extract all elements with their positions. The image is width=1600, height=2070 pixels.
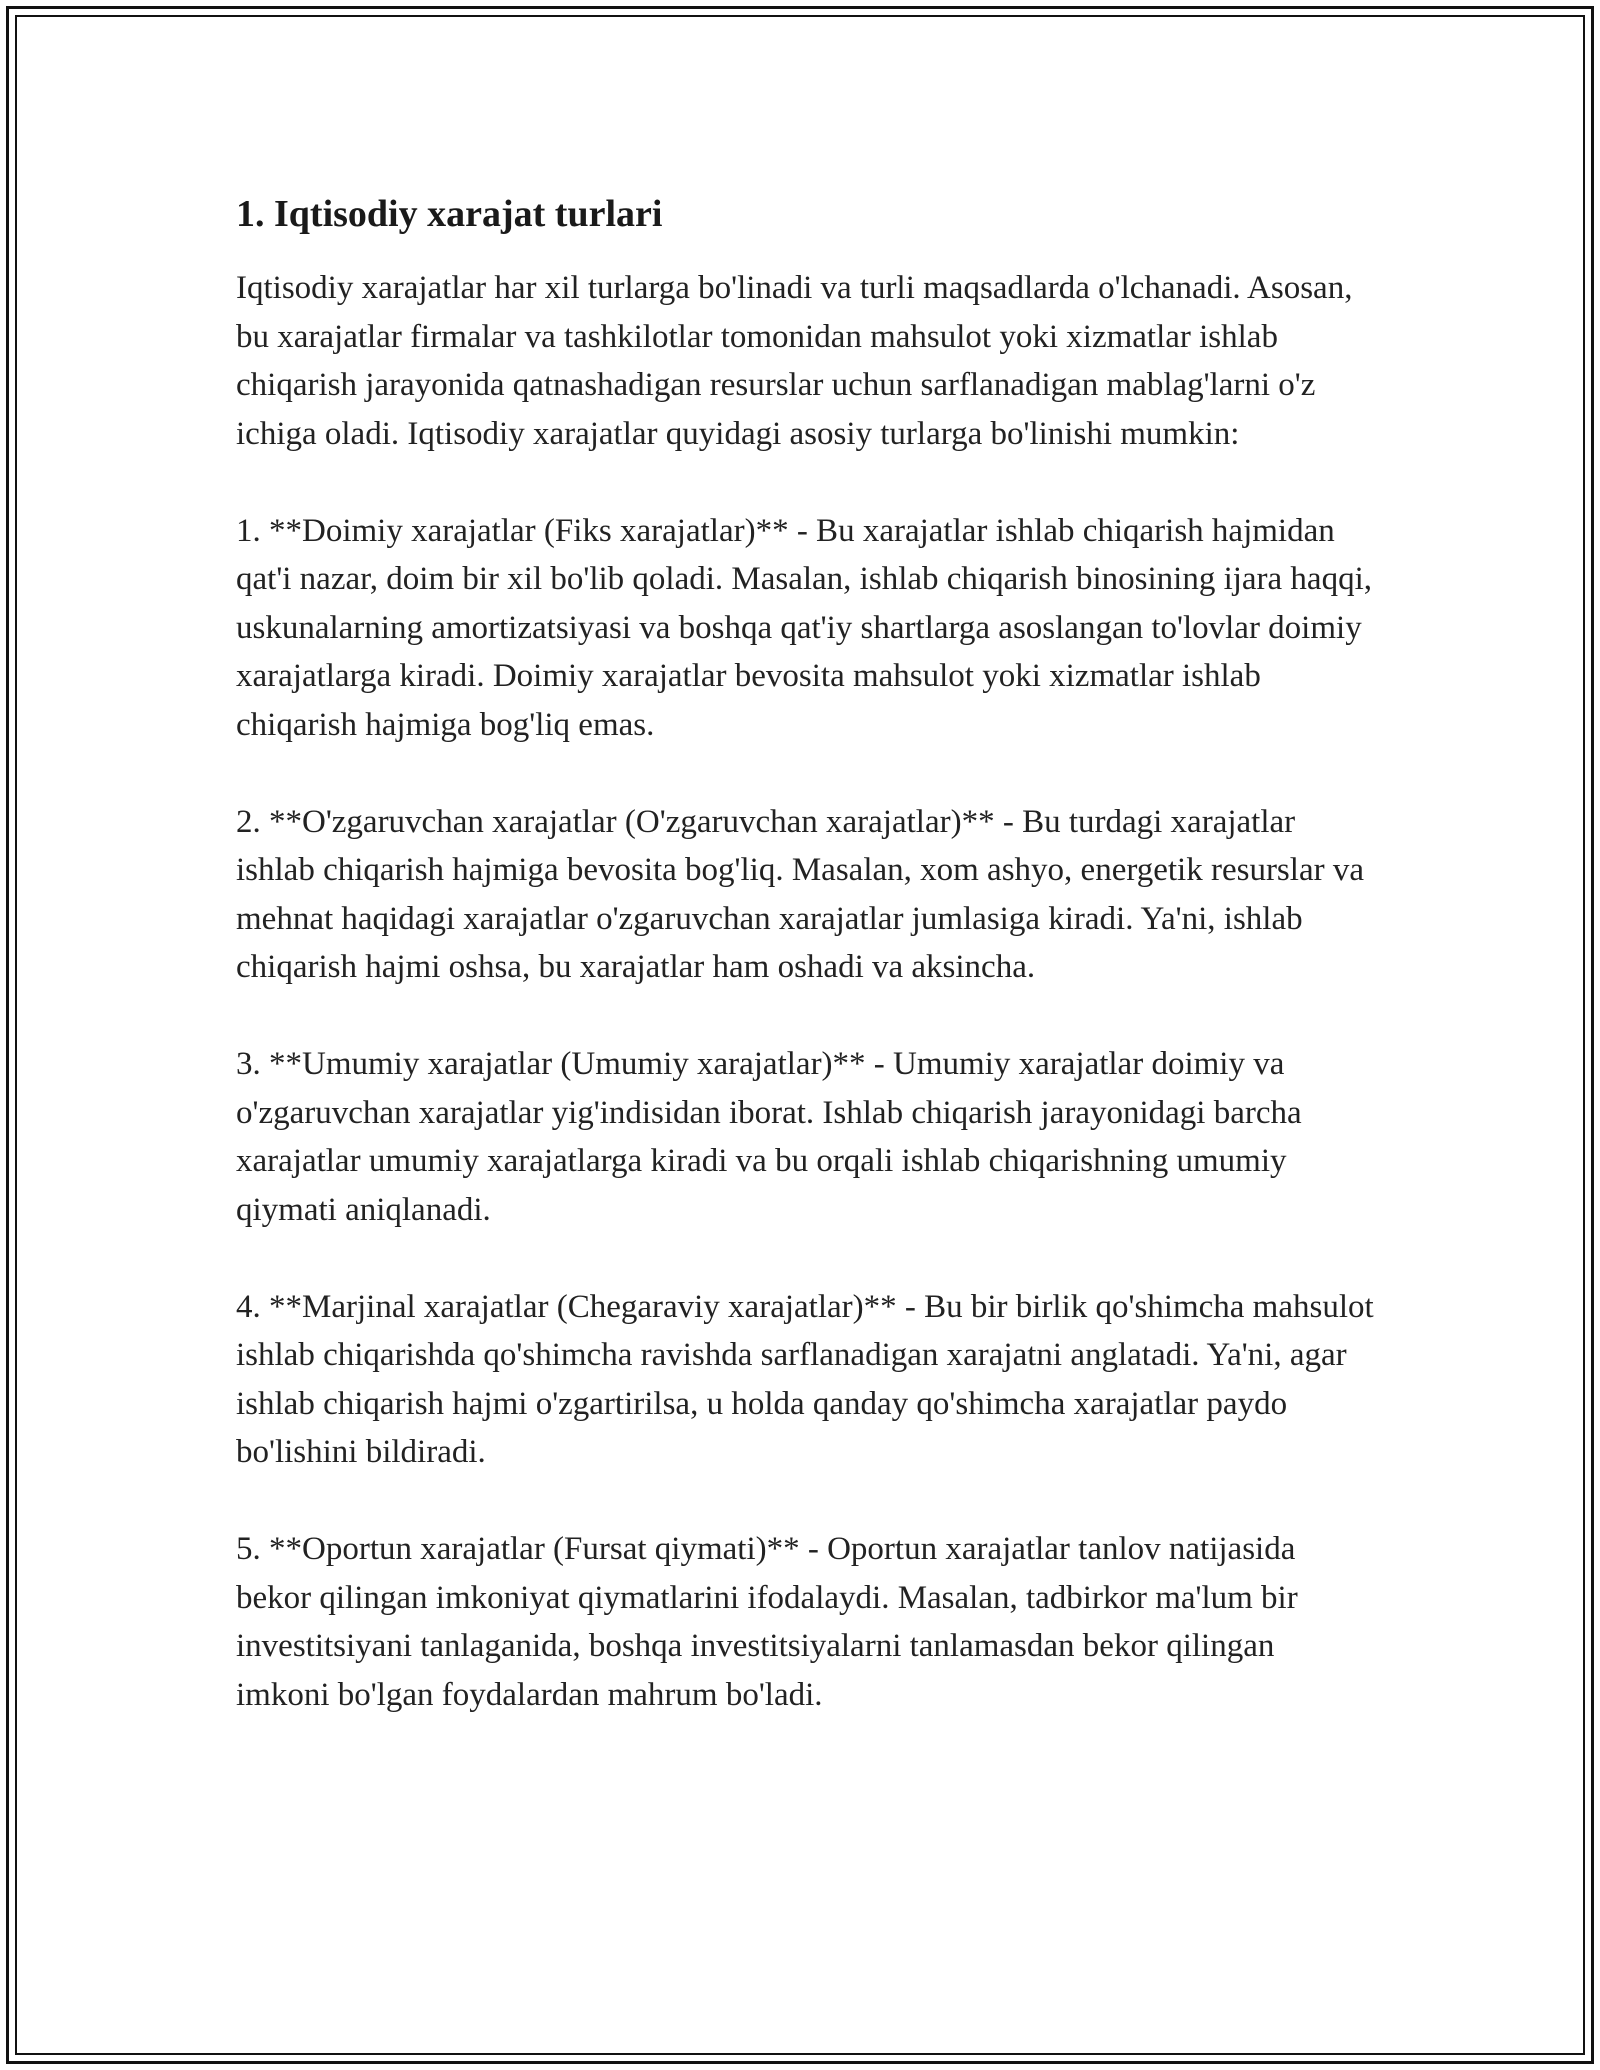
list-item-marginal-costs: 4. **Marjinal xarajatlar (Chegaraviy xarajatlar)** - Bu bir birlik qo'shimcha mahsulot ishlab chiqarishda qo'shimcha ravishda sarflanadigan xarajatni anglatadi. Ya'ni, agar ishlab chiqarish hajmi o'zgartirilsa, u holda qanday qo'shimcha xarajatlar paydo bo'lishini bildiradi. (236, 1288, 1374, 1470)
document-body (236, 190, 1376, 1719)
list-item-total-costs: 3. **Umumiy xarajatlar (Umumiy xarajatlar)** - Umumiy xarajatlar doimiy va o'zgaruvchan xarajatlar yig'indisidan iborat. Ishlab chiqarish jarayonidagi barcha xarajatlar umumiy xarajatlarga kiradi va bu orqali ishlab chiqarishning umumiy qiymati aniqlanadi. (236, 1046, 1302, 1228)
list-item-variable-costs: 2. **O'zgaruvchan xarajatlar (O'zgaruvchan xarajatlar)** - Bu turdagi xarajatlar ishlab chiqarish hajmiga bevosita bog'liq. Masalan, xom ashyo, energetik resurslar va mehnat haqidagi xarajatlar o'zgaruvchan xarajatlar jumlasiga kiradi. Ya'ni, ishlab chiqarish hajmi oshsa, bu xarajatlar ham oshadi va aksincha. (236, 803, 1364, 985)
section-heading: 1. Iqtisodiy xarajat turlari (236, 193, 663, 235)
list-item-opportunity-costs: 5. **Oportun xarajatlar (Fursat qiymati)** - Oportun xarajatlar tanlov natijasida bekor qilingan imkoniyat qiymatlarini ifodalaydi. Masalan, tadbirkor ma'lum bir investitsiyani tanlaganida, boshqa investitsiyalarni tanlamasdan bekor qilingan imkoni bo'lgan foydalardan mahrum bo'ladi. (236, 1531, 1298, 1713)
intro-paragraph: Iqtisodiy xarajatlar har xil turlarga bo'linadi va turli maqsadlarda o'lchanadi. Asosan, bu xarajatlar firmalar va tashkilotlar tomonidan mahsulot yoki xizmatlar ishlab chiqarish jarayonida qatnashadigan resurslar uchun sarflanadigan mablag'larni o'z ichiga oladi. Iqtisodiy xarajatlar quyidagi asosiy turlarga bo'linishi mumkin: (236, 270, 1353, 452)
list-item-fixed-costs: 1. **Doimiy xarajatlar (Fiks xarajatlar)** - Bu xarajatlar ishlab chiqarish hajmidan qat'i nazar, doim bir xil bo'lib qoladi. Masalan, ishlab chiqarish binosining ijara haqqi, uskunalarning amortizatsiyasi va boshqa qat'iy shartlarga asoslangan to'lovlar doimiy xarajatlarga kiradi. Doimiy xarajatlar bevosita mahsulot yoki xizmatlar ishlab chiqarish hajmiga bog'liq emas. (236, 512, 1373, 743)
